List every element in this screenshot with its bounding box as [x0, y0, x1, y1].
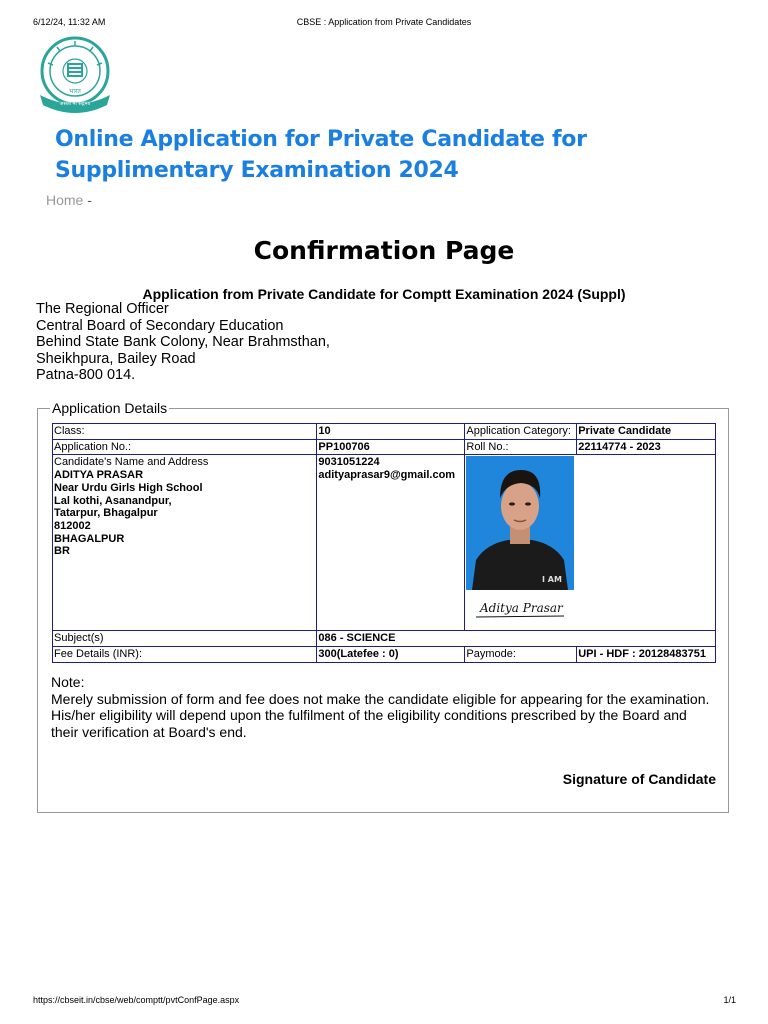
email-address: adityaprasar9@gmail.com [318, 469, 456, 482]
signature-of-candidate-label: Signature of Candidate [562, 771, 716, 787]
address-line: Near Urdu Girls High School [54, 481, 203, 494]
address-state: BR [54, 545, 70, 558]
name-address-label: Candidate's Name and Address [54, 456, 209, 469]
category-value: Private Candidate [577, 424, 716, 440]
candidate-signature-image [466, 592, 574, 626]
candidate-name-address-cell [53, 455, 317, 631]
appno-value: PP100706 [317, 439, 465, 455]
print-page-number: 1/1 [723, 995, 736, 1005]
address-line: Lal kothi, Asanandpur, [54, 494, 172, 507]
recipient-address [36, 301, 330, 384]
address-line: Behind State Bank Colony, Near Brahmsthan, [36, 334, 330, 351]
application-details-legend: Application Details [52, 400, 168, 416]
note-text: Merely submission of form and fee does not make the candidate eligible for appearing for the examination. His/her eligibility will depend upon the fulfilment of the eligibility conditions prescribed by the Board and their verification at Board's end. [51, 690, 710, 740]
subject-value: 086 - SCIENCE [317, 631, 716, 647]
application-details-table [52, 423, 716, 663]
phone-number: 9031051224 [318, 456, 380, 469]
rollno-value: 22114774 - 2023 [577, 439, 716, 455]
cbse-emblem-icon [36, 35, 114, 113]
breadcrumb-separator: - [87, 192, 92, 208]
candidate-photo [466, 456, 574, 590]
address-district: BHAGALPUR [54, 532, 125, 545]
breadcrumb-home-link[interactable]: Home [46, 192, 84, 208]
application-details-fieldset [37, 400, 729, 813]
site-title-line1: Online Application for Private Candidate for [55, 127, 587, 152]
site-title-line2: Supplimentary Examination 2024 [55, 158, 459, 183]
logo-ribbon-text: असतो मा सद्गमय [59, 101, 91, 107]
address-pincode: 812002 [54, 519, 91, 532]
application-subtitle: Application from Private Candidate for Comptt Examination 2024 (Suppl) [142, 286, 626, 302]
address-line: The Regional Officer [36, 301, 169, 317]
address-line: Patna-800 014. [36, 367, 136, 384]
table-row [53, 631, 716, 647]
fee-value: 300(Latefee : 0) [317, 647, 465, 663]
address-line: Sheikhpura, Bailey Road [36, 350, 196, 367]
class-value: 10 [317, 424, 465, 440]
photo-signature-cell [465, 455, 716, 631]
contact-cell [317, 455, 465, 631]
print-url: https://cbseit.in/cbse/web/comptt/pvtConfPage.aspx [33, 995, 240, 1005]
page-title: Confirmation Page [253, 236, 515, 265]
table-row [53, 647, 716, 663]
paymode-value: UPI - HDF : 20128483751 [577, 647, 716, 663]
class-label: Class: [53, 424, 317, 440]
print-datetime: 6/12/24, 11:32 AM [33, 17, 106, 27]
table-row [53, 424, 716, 440]
fee-label: Fee Details (INR): [53, 647, 317, 663]
rollno-label: Roll No.: [465, 439, 577, 455]
print-header [0, 15, 768, 31]
signature-text: Aditya Prasar [480, 601, 564, 616]
address-line: Tatarpur, Bhagalpur [54, 507, 158, 520]
candidate-name: ADITYA PRASAR [54, 469, 144, 482]
print-footer [0, 995, 768, 1009]
site-title [55, 124, 615, 186]
subject-label: Subject(s) [53, 631, 317, 647]
table-row [53, 455, 716, 631]
note-title: Note: [51, 674, 85, 690]
print-title: CBSE : Application from Private Candidates [296, 17, 472, 27]
shirt-text: I AM [542, 575, 563, 585]
category-label: Application Category: [465, 424, 577, 440]
table-row [53, 439, 716, 455]
eligibility-note [51, 674, 715, 740]
appno-label: Application No.: [53, 439, 317, 455]
paymode-label: Paymode: [465, 647, 577, 663]
logo-bottom-text: भारत [69, 88, 81, 95]
address-line: Central Board of Secondary Education [36, 317, 284, 334]
breadcrumb [46, 192, 92, 208]
